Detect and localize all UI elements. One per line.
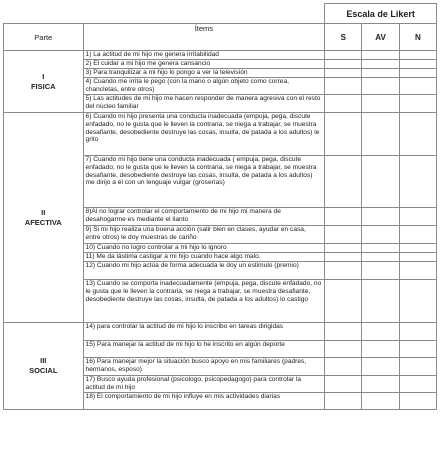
answer-cell-n[interactable] <box>399 51 436 60</box>
answer-cell-s[interactable] <box>325 226 362 244</box>
table-row <box>4 113 437 156</box>
section-number: I <box>42 71 45 81</box>
item-text: 4) Cuando me irrita le pego (con la mano o algún objeto como correa, chancletas, entre otros) <box>83 78 325 95</box>
table-row <box>4 323 437 341</box>
item-text: 1) La actitud de mi hijo me genera irritabilidad <box>83 51 325 60</box>
answer-cell-n[interactable] <box>399 69 436 78</box>
answer-cell-s[interactable] <box>325 341 362 358</box>
item-text: 13) Cuando se comporta inadecuadamente (empuja, pega, discute enfadado, no le gusta que le lleven la contraria, se niega a trabajar, se muestra desafiante, desobediente destruye las cosas, insulta, de patada a los adultos) lo castigo <box>83 280 325 323</box>
item-text: 18) El comportamiento de mi hijo influye en mis actividades diarias <box>83 393 325 410</box>
item-text: 2) El cuidar a mi hijo me genera cansancio <box>83 60 325 69</box>
answer-cell-av[interactable] <box>362 253 399 262</box>
answer-cell-n[interactable] <box>399 78 436 95</box>
answer-cell-s[interactable] <box>325 51 362 60</box>
item-text: 11) Me da lástima castigar a mi hijo cuando hace algo malo. <box>83 253 325 262</box>
answer-cell-s[interactable] <box>325 60 362 69</box>
item-text: 7) Cuando mi hijo tiene una conducta inadecuada ( empuja, pega, discute enfadado, no le gusta que le lleven la contraria, se niega a trabajar, se muestra desafiante, desobediente destruye las cosas, insulta, de patada a los adultos) me dirijo a él con un lenguaje vulgar (groserías) <box>83 156 325 208</box>
section-label <box>4 113 84 323</box>
item-text: 3) Para tranquilizar a mi hijo lo pongo a ver la televisión <box>83 69 325 78</box>
item-text: 14) para controlar la actitud de mi hijo lo inscribo en tareas dirigidas <box>83 323 325 341</box>
answer-cell-n[interactable] <box>399 113 436 156</box>
section-label <box>4 323 84 410</box>
parte-header: Parte <box>4 24 84 51</box>
section-label <box>4 51 84 113</box>
section-name: FISICA <box>30 81 56 91</box>
answer-cell-s[interactable] <box>325 95 362 113</box>
item-text: 12) Cuando mi hijo actúa de forma adecuada le doy un estimulo (premio) <box>83 262 325 280</box>
answer-cell-av[interactable] <box>362 51 399 60</box>
table-row <box>4 51 437 60</box>
answer-cell-n[interactable] <box>399 226 436 244</box>
answer-cell-av[interactable] <box>362 95 399 113</box>
item-text: 5) Las actitudes de mi hijo me hacen responder de manera agresiva con el resto del núcleo familiar <box>83 95 325 113</box>
answer-cell-n[interactable] <box>399 393 436 410</box>
answer-cell-n[interactable] <box>399 244 436 253</box>
answer-cell-s[interactable] <box>325 244 362 253</box>
answer-cell-av[interactable] <box>362 262 399 280</box>
section-name: AFECTIVA <box>24 217 62 227</box>
answer-cell-av[interactable] <box>362 226 399 244</box>
item-text: 8)Al no lograr controlar el comportamiento de mi hijo mi manera de desahogarme es mediante el llanto <box>83 208 325 226</box>
answer-cell-s[interactable] <box>325 156 362 208</box>
item-text: 16) Para manejar mejor la situación busco apoyo en mis familiares (padres, hermanos, esposo) <box>83 358 325 376</box>
answer-cell-s[interactable] <box>325 323 362 341</box>
answer-cell-av[interactable] <box>362 376 399 393</box>
answer-cell-av[interactable] <box>362 113 399 156</box>
answer-cell-av[interactable] <box>362 69 399 78</box>
answer-cell-av[interactable] <box>362 208 399 226</box>
answer-cell-n[interactable] <box>399 208 436 226</box>
item-text: 17) Busco ayuda profesional (psicologo, psicopedagogo) para controlar la actitud de mi hijo <box>83 376 325 393</box>
answer-cell-n[interactable] <box>399 60 436 69</box>
item-text: 10) Cuando no logro controlar a mi hijo lo ignoro <box>83 244 325 253</box>
answer-cell-n[interactable] <box>399 341 436 358</box>
answer-cell-av[interactable] <box>362 393 399 410</box>
item-text: 9) Si mi hijo realiza una buena acción (salir bien en clases, ayudar en casa, entre otros) le doy muestras de cariño <box>83 226 325 244</box>
answer-cell-s[interactable] <box>325 262 362 280</box>
answer-cell-n[interactable] <box>399 358 436 376</box>
answer-cell-n[interactable] <box>399 95 436 113</box>
answer-cell-s[interactable] <box>325 69 362 78</box>
answer-cell-n[interactable] <box>399 253 436 262</box>
answer-cell-s[interactable] <box>325 208 362 226</box>
section-name: SOCIAL <box>29 366 58 375</box>
answer-cell-n[interactable] <box>399 262 436 280</box>
answer-cell-s[interactable] <box>325 358 362 376</box>
answer-cell-s[interactable] <box>325 253 362 262</box>
answer-cell-n[interactable] <box>399 280 436 323</box>
s-header: S <box>325 24 362 51</box>
answer-cell-n[interactable] <box>399 376 436 393</box>
items-header: Ítems <box>83 24 325 51</box>
answer-cell-s[interactable] <box>325 113 362 156</box>
answer-cell-n[interactable] <box>399 323 436 341</box>
av-header: AV <box>362 24 399 51</box>
item-text: 6) Cuando mi hijo presenta una conducta inadecuada (empuja, pega, discute enfadado, no le gusta que le lleven la contraria, se niega a trabajar, se muestra desafiante, desobediente destruye las cosas, insulta, de patada a los adultos) le grito <box>83 113 325 156</box>
likert-title-row <box>4 4 437 24</box>
answer-cell-n[interactable] <box>399 156 436 208</box>
answer-cell-av[interactable] <box>362 358 399 376</box>
answer-cell-s[interactable] <box>325 78 362 95</box>
answer-cell-av[interactable] <box>362 156 399 208</box>
n-header: N <box>399 24 436 51</box>
answer-cell-av[interactable] <box>362 280 399 323</box>
section-number: II <box>41 207 46 217</box>
answer-cell-s[interactable] <box>325 376 362 393</box>
answer-cell-av[interactable] <box>362 341 399 358</box>
answer-cell-av[interactable] <box>362 60 399 69</box>
likert-scale-title: Escala de Likert <box>325 4 437 24</box>
answer-cell-s[interactable] <box>325 280 362 323</box>
answer-cell-s[interactable] <box>325 393 362 410</box>
section-number: III <box>40 356 47 365</box>
answer-cell-av[interactable] <box>362 244 399 253</box>
likert-questionnaire-table <box>3 3 437 410</box>
answer-cell-av[interactable] <box>362 323 399 341</box>
item-text: 15) Para manejar la actitud de mi hijo lo he inscrito en algún deporte <box>83 341 325 358</box>
answer-cell-av[interactable] <box>362 78 399 95</box>
column-header-row <box>4 24 437 51</box>
